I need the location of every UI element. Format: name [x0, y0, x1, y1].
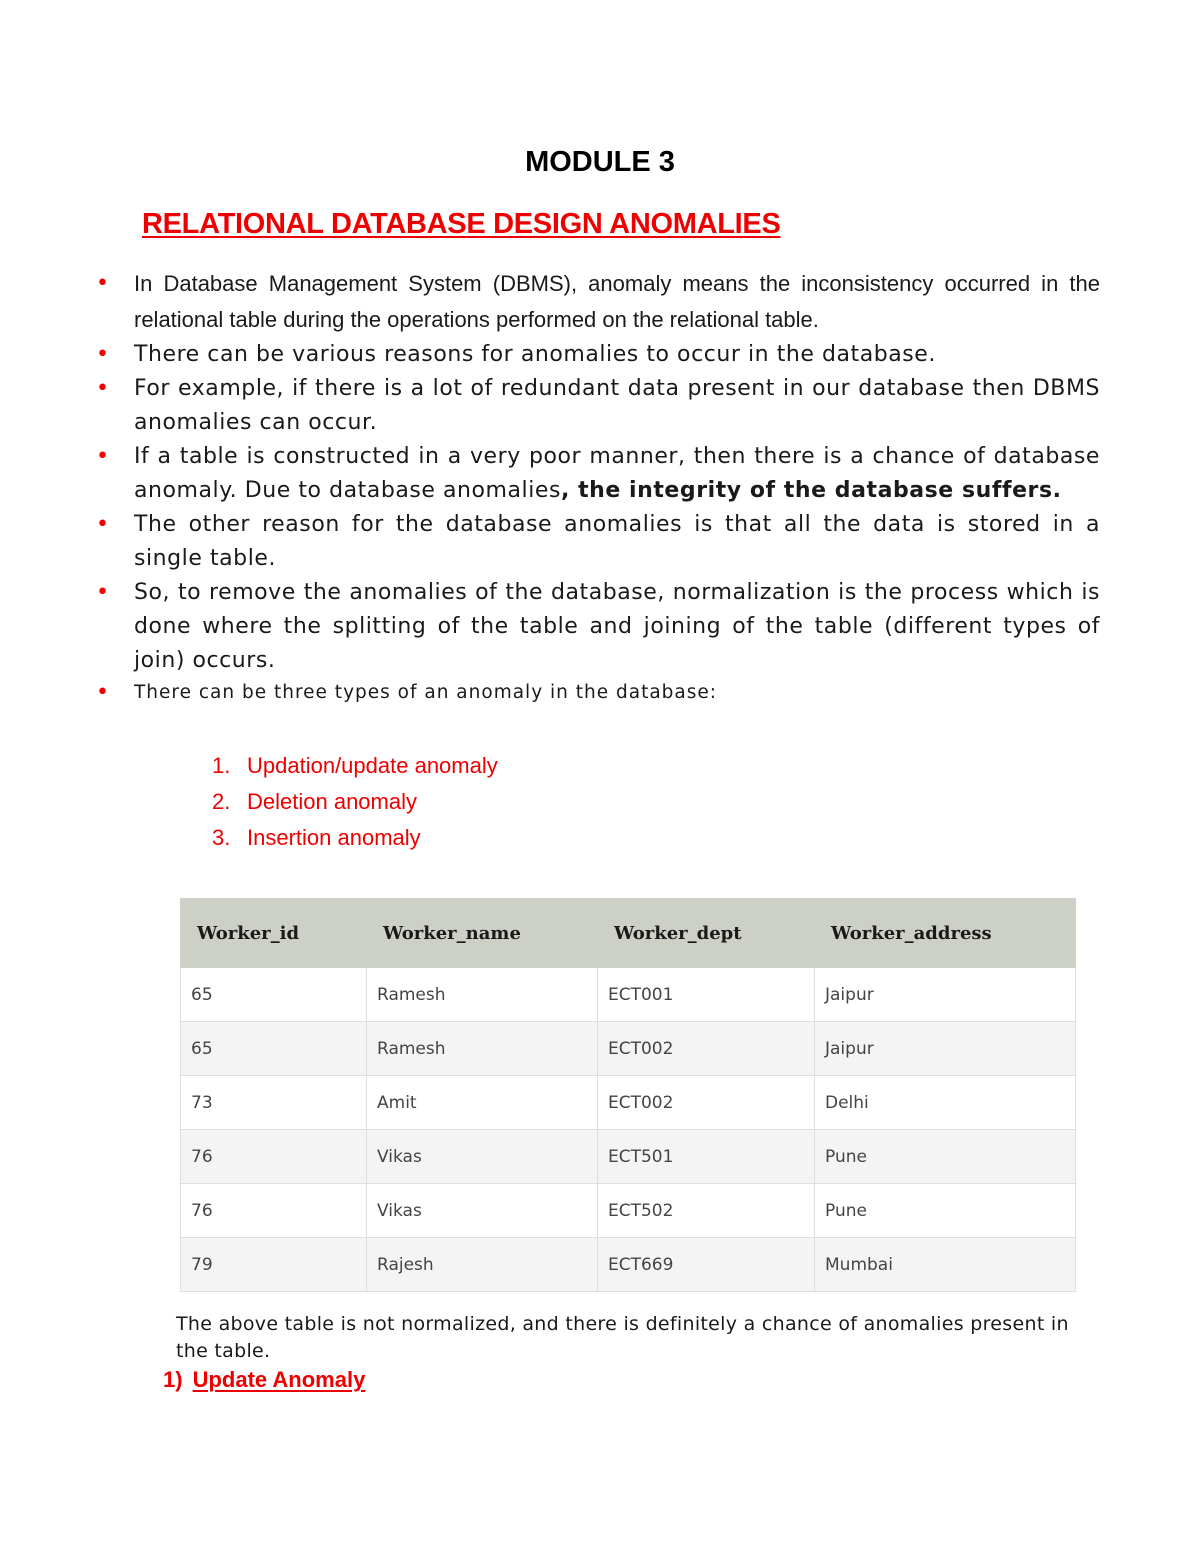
section-title: RELATIONAL DATABASE DESIGN ANOMALIES	[142, 208, 781, 240]
column-header-worker-id: Worker_id	[181, 899, 367, 968]
cell-worker-address: Pune	[815, 1130, 1076, 1184]
table-row	[181, 1238, 1076, 1292]
column-header-worker-name: Worker_name	[367, 899, 598, 968]
bullet-text: There can be three types of an anomaly in the database:	[134, 682, 718, 703]
cell-worker-address: Jaipur	[815, 1022, 1076, 1076]
bullet-text: The other reason for the database anomalies is that all the data is stored in a single table.	[134, 512, 1100, 571]
anomaly-type-number: 2.	[212, 789, 231, 814]
cell-worker-name: Vikas	[367, 1184, 598, 1238]
cell-worker-name: Vikas	[367, 1130, 598, 1184]
anomaly-type-list	[212, 748, 498, 856]
cell-worker-dept: ECT002	[598, 1076, 815, 1130]
cell-worker-id: 76	[181, 1130, 367, 1184]
worker-table	[180, 898, 1076, 1292]
cell-worker-name: Ramesh	[367, 1022, 598, 1076]
bullet-item	[96, 372, 1100, 440]
cell-worker-id: 65	[181, 1022, 367, 1076]
bullet-text: For example, if there is a lot of redundant data present in our database then DBMS anomalies can occur.	[134, 376, 1100, 435]
anomaly-type-item	[212, 748, 498, 784]
bullet-text: There can be various reasons for anomalies to occur in the database.	[134, 342, 936, 367]
bullet-item	[96, 338, 1100, 372]
table-header-row	[181, 899, 1076, 968]
anomaly-type-item	[212, 784, 498, 820]
cell-worker-dept: ECT001	[598, 968, 815, 1022]
cell-worker-dept: ECT502	[598, 1184, 815, 1238]
bullet-icon: •	[96, 376, 110, 401]
bullet-icon: •	[96, 680, 110, 705]
table-row	[181, 1076, 1076, 1130]
anomaly-type-label: Deletion anomaly	[247, 789, 417, 814]
anomaly-type-item	[212, 820, 498, 856]
cell-worker-id: 76	[181, 1184, 367, 1238]
table-row	[181, 1184, 1076, 1238]
table-note: The above table is not normalized, and there is definitely a chance of anomalies present in the table.	[176, 1313, 1069, 1362]
cell-worker-name: Ramesh	[367, 968, 598, 1022]
cell-worker-address: Mumbai	[815, 1238, 1076, 1292]
bullet-icon: •	[96, 444, 110, 469]
anomaly-type-label: Insertion anomaly	[247, 825, 421, 850]
cell-worker-id: 73	[181, 1076, 367, 1130]
module-title: MODULE 3	[525, 146, 675, 178]
bullet-list	[96, 266, 1100, 708]
table-row	[181, 968, 1076, 1022]
anomaly-type-number: 3.	[212, 825, 231, 850]
cell-worker-id: 65	[181, 968, 367, 1022]
bullet-icon: •	[96, 271, 109, 296]
bullet-icon: •	[96, 580, 110, 605]
anomaly-type-label: Updation/update anomaly	[247, 753, 498, 778]
anomaly-type-number: 1.	[212, 753, 231, 778]
cell-worker-address: Pune	[815, 1184, 1076, 1238]
table-row	[181, 1022, 1076, 1076]
cell-worker-address: Delhi	[815, 1076, 1076, 1130]
cell-worker-name: Amit	[367, 1076, 598, 1130]
cell-worker-dept: ECT002	[598, 1022, 815, 1076]
bullet-icon: •	[96, 512, 110, 537]
bullet-item	[96, 266, 1100, 338]
cell-worker-name: Rajesh	[367, 1238, 598, 1292]
bullet-item	[96, 508, 1100, 576]
cell-worker-address: Jaipur	[815, 968, 1076, 1022]
bullet-text: If a table is constructed in a very poor manner, then there is a chance of database anomaly. Due to database anomalies	[134, 444, 1100, 503]
column-header-worker-address: Worker_address	[815, 899, 1076, 968]
bullet-icon: •	[96, 342, 110, 367]
column-header-worker-dept: Worker_dept	[598, 899, 815, 968]
update-anomaly-heading	[163, 1367, 365, 1393]
sub-heading-number: 1)	[163, 1367, 183, 1392]
table-row	[181, 1130, 1076, 1184]
bullet-text: In Database Management System (DBMS), anomaly means the inconsistency occurred in the relational table during the operations performed on the relational table.	[134, 271, 1100, 332]
sub-heading-label: Update Anomaly	[192, 1367, 366, 1392]
bullet-bold-text: , the integrity of the database suffers.	[560, 478, 1062, 503]
bullet-item	[96, 576, 1100, 678]
cell-worker-dept: ECT669	[598, 1238, 815, 1292]
bullet-item	[96, 678, 1100, 708]
bullet-item	[96, 440, 1100, 508]
cell-worker-id: 79	[181, 1238, 367, 1292]
cell-worker-dept: ECT501	[598, 1130, 815, 1184]
bullet-text: So, to remove the anomalies of the database, normalization is the process which is done where the splitting of the table and joining of the table (different types of join) occurs.	[134, 580, 1100, 673]
